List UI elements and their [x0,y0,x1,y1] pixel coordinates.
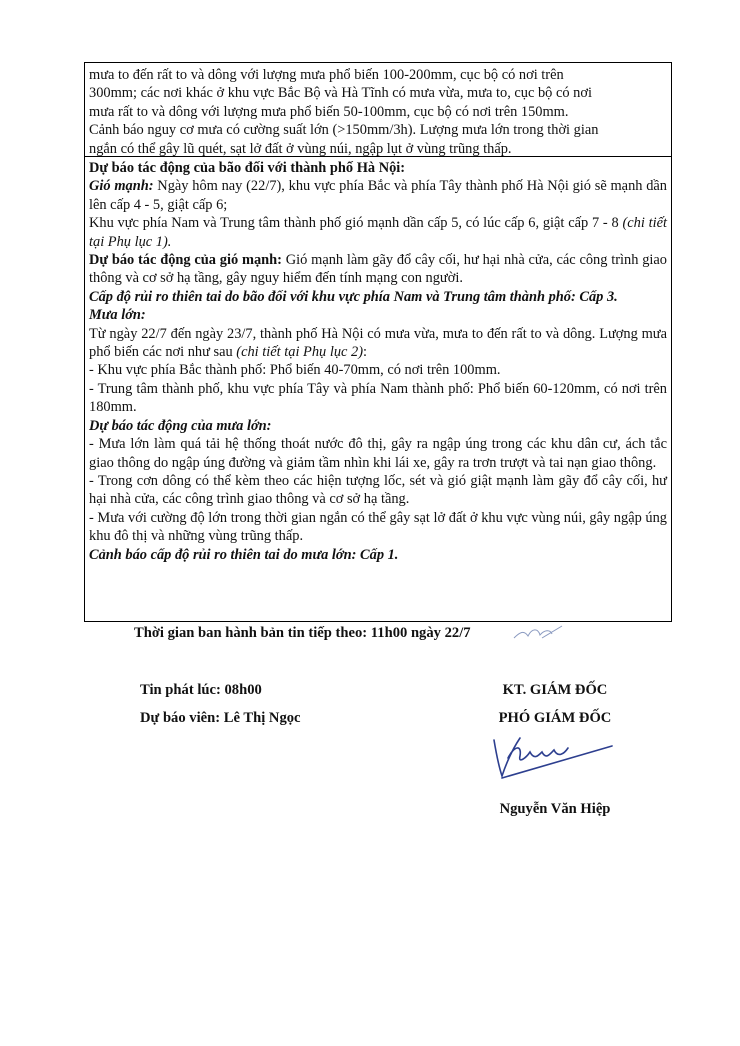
rain-north: - Khu vực phía Bắc thành phố: Phổ biến 40-70mm, có nơi trên 100mm. [89,362,501,379]
wind-label: Gió mạnh: [89,178,154,195]
wind-south-paragraph [89,214,667,251]
rain-text: Từ ngày 22/7 đến ngày 23/7, thành phố Hà Nội có mưa vừa, mưa to đến rất to và dông. Lượng mưa phổ biến các nơi như sau [89,325,667,361]
rain-colon: : [362,344,367,361]
forecast-line: Cảnh báo nguy cơ mưa có cường suất lớn (>150mm/3h). Lượng mưa lớn trong thời gian [89,122,599,139]
forecast-line: ngắn có thể gây lũ quét, sạt lở đất ở vùng núi, ngập lụt ở vùng trũng thấp. [89,140,512,157]
rain-risk-level: Cảnh báo cấp độ rủi ro thiên tai do mưa lớn: Cấp 1. [89,546,399,563]
signatory-name: Nguyễn Văn Hiệp [499,801,611,817]
rain-impact-2: - Trong cơn dông có thể kèm theo các hiện tượng lốc, sét và gió giật mạnh làm gãy đổ cây cối, hư hại nhà cửa, các công trình giao thông và cơ sở hạ tầng. [89,472,667,508]
appendix-2-ref: (chi tiết tại Phụ lục 2) [236,344,363,361]
wind-impact-paragraph [89,251,667,288]
signatory-block [470,676,640,732]
wind-impact-label: Dự báo tác động của gió mạnh: [89,252,282,269]
wind-impact-text: Gió mạnh làm gãy đổ cây cối, hư hại nhà cửa, các công trình giao thông và cơ sở hạ tầng, gây nguy hiểm đến tính mạng con người. [89,252,667,287]
signatory-title-1: KT. GIÁM ĐỐC [502,682,608,698]
rain-paragraph [89,325,667,362]
rain-impact-heading: Dự báo tác động của mưa lớn: [89,417,272,434]
initials-mark [512,622,564,644]
wind-south-text: Khu vực phía Nam và Trung tâm thành phố gió mạnh dần cấp 5, có lúc cấp 6, giật cấp 7 - 8 [89,215,623,232]
rain-impact-1: - Mưa lớn làm quá tải hệ thống thoát nước đô thị, gây ra ngập úng trong các khu dân cư, ách tắc giao thông do ngập úng đường và giảm tầm nhìn khi lái xe, gây ra trơn trượt và tai nạn giao thông. [89,436,667,471]
wind-text: Ngày hôm nay (22/7), khu vực phía Bắc và phía Tây thành phố Hà Nội gió sẽ mạnh dần lên cấp 4 - 5, giật cấp 6; [89,178,667,213]
issue-info [140,676,301,732]
impact-heading: Dự báo tác động của bão đối với thành phố Hà Nội: [89,160,406,176]
appendix-1-ref: (chi tiết tại Phụ lục 1). [89,215,668,250]
rain-center: - Trung tâm thành phố, khu vực phía Tây và phía Nam thành phố: Phổ biến 60-120mm, có nơi trên 180mm. [89,380,667,416]
wind-paragraph [89,177,667,214]
issue-time: Tin phát lúc: 08h00 [140,682,262,698]
forecast-line: 300mm; các nơi khác ở khu vực Bắc Bộ và Hà Tĩnh có mưa vừa, mưa to, cục bộ có nơi [89,85,592,102]
rain-forecast-cell [85,63,671,157]
next-bulletin-time: Thời gian ban hành bản tin tiếp theo: 11h00 ngày 22/7 [134,625,471,641]
signatory-title-2: PHÓ GIÁM ĐỐC [498,710,612,726]
handwritten-signature [480,728,620,788]
storm-risk-level: Cấp độ rủi ro thiên tai do bão đối với khu vực phía Nam và Trung tâm thành phố: Cấp 3. [89,288,618,305]
impact-forecast-cell [85,157,671,621]
forecast-line: mưa to đến rất to và dông với lượng mưa phổ biến 100-200mm, cục bộ có nơi trên [89,67,564,83]
rain-heading: Mưa lớn: [89,307,146,324]
bulletin-table [84,62,672,622]
rain-impact-3: - Mưa với cường độ lớn trong thời gian ngắn có thể gây sạt lở đất ở khu vực vùng núi, gây ngập úng khu đô thị và những vùng trũng thấp. [89,509,667,545]
forecast-line: mưa rất to và dông với lượng mưa phổ biến 50-100mm, cục bộ có nơi trên 150mm. [89,103,569,120]
forecaster-name: Dự báo viên: Lê Thị Ngọc [140,710,301,726]
